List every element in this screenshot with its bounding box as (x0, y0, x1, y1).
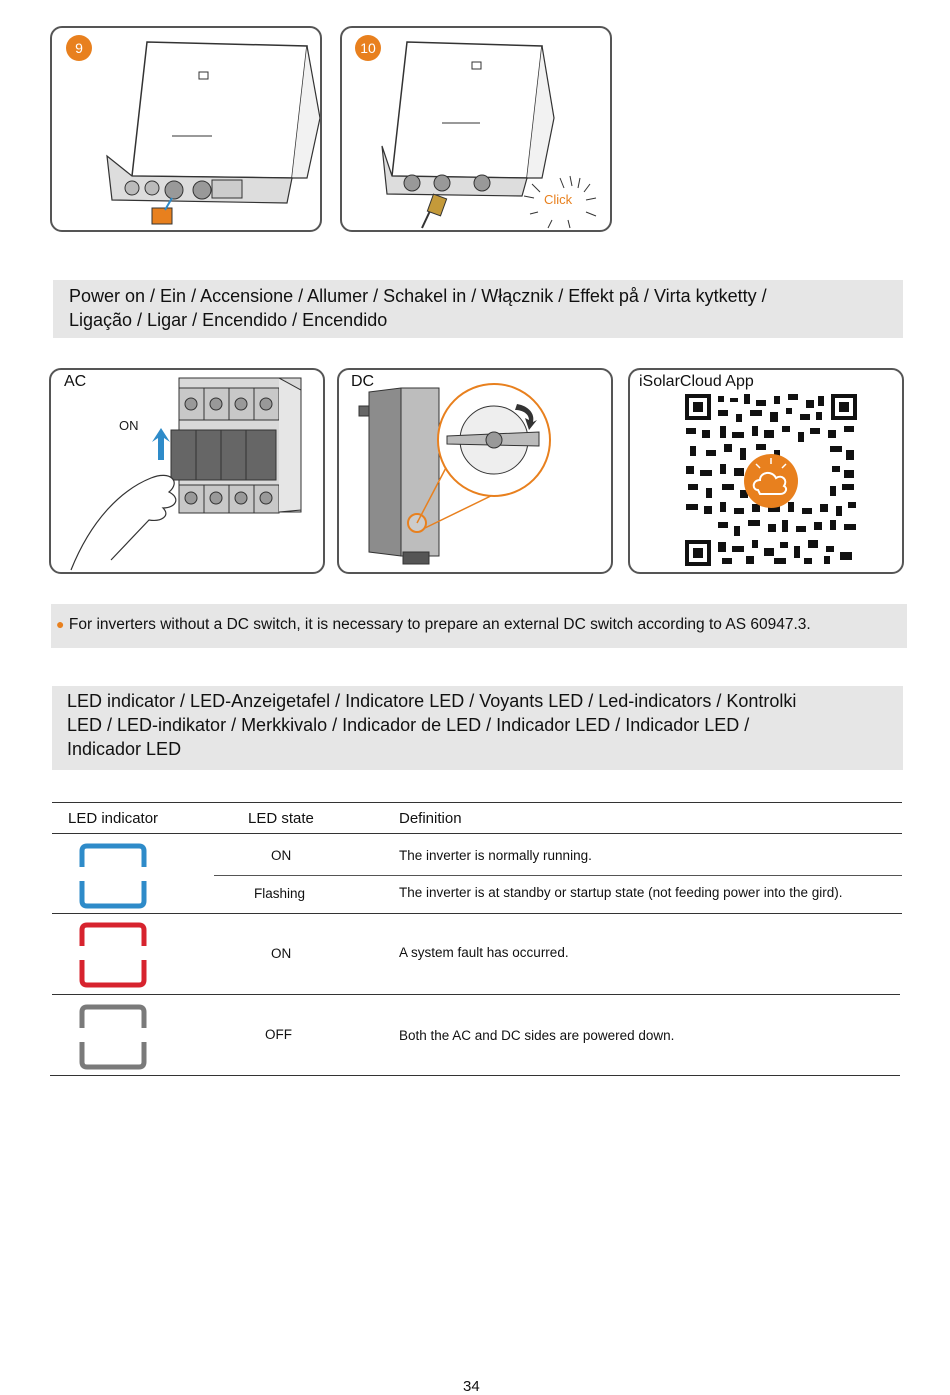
ac-breaker-illustration (51, 370, 325, 574)
header-led-state: LED state (248, 810, 314, 827)
ac-label: AC (64, 373, 87, 390)
red-led-icon (78, 922, 148, 988)
bullet-icon: ● (56, 616, 65, 632)
row1-definition: The inverter is normally running. (399, 848, 592, 863)
row1-inner-rule (214, 875, 902, 876)
click-label: Click (544, 192, 573, 207)
dc-label: DC (351, 373, 375, 390)
power-on-heading-line2: Ligação / Ligar / Encendido / Encendido (69, 310, 388, 330)
table-header-rule (52, 833, 902, 834)
row4-state: OFF (265, 1027, 292, 1042)
dc-switch-illustration (339, 370, 613, 574)
power-on-heading-line1: Power on / Ein / Accensione / Allumer / Schakel in / Włącznik / Effekt på / Virta kytketty / (69, 286, 767, 306)
step-number-badge: 9 (66, 35, 92, 61)
row2-definition: The inverter is at standby or startup state (not feeding power into the gird). (399, 885, 843, 900)
header-definition: Definition (399, 810, 462, 827)
header-led-indicator: LED indicator (68, 810, 159, 827)
dc-switch-note-bar (51, 604, 907, 648)
row3-state: ON (271, 946, 292, 961)
led-heading-line1: LED indicator / LED-Anzeigetafel / Indicatore LED / Voyants LED / Led-indicators / Kontrolki (67, 691, 797, 711)
blue-led-icon (78, 843, 148, 909)
row-group2-rule (52, 994, 900, 995)
ac-on-label: ON (119, 418, 139, 433)
app-label: iSolarCloud App (639, 373, 754, 390)
led-heading-line3: Indicador LED (67, 739, 182, 759)
app-panel (628, 368, 904, 574)
led-heading-bar (52, 686, 903, 770)
led-heading-line2: LED / LED-indikator / Merkkivalo / Indicador de LED / Indicador LED / Indicador LED / (67, 715, 750, 735)
dc-panel (337, 368, 613, 574)
step-number-badge: 10 (355, 35, 381, 61)
row-group1-rule (52, 913, 902, 914)
step-9-panel (50, 26, 322, 232)
page-number: 34 (463, 1378, 480, 1395)
row3-definition: A system fault has occurred. (399, 945, 569, 960)
dc-switch-note: For inverters without a DC switch, it is necessary to prepare an external DC switch according to AS 60947.3. (68, 616, 811, 633)
table-top-rule (52, 802, 902, 803)
row2-state: Flashing (254, 886, 306, 901)
inverter-illustration (52, 28, 322, 232)
step-10-panel (340, 26, 612, 232)
gray-led-icon (78, 1004, 148, 1070)
row1-state: ON (271, 848, 292, 863)
ac-panel (49, 368, 325, 574)
power-on-heading-bar (53, 280, 903, 338)
qr-code (630, 370, 904, 574)
row4-definition: Both the AC and DC sides are powered down. (399, 1028, 675, 1043)
table-bottom-rule (50, 1075, 900, 1076)
